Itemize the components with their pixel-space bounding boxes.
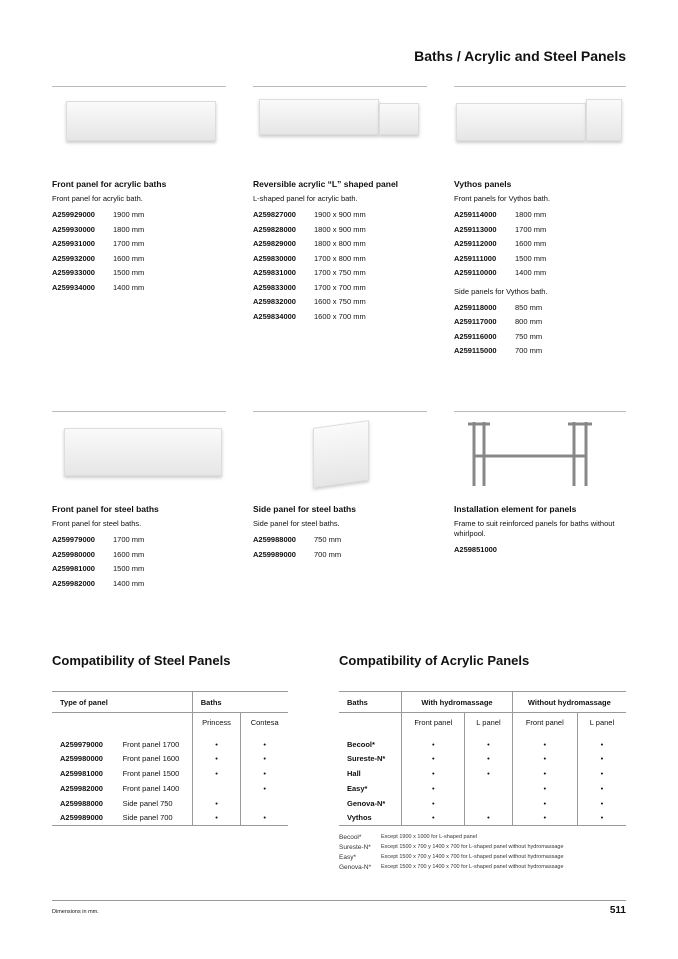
product-size: 1700 mm [113,239,145,248]
product-row [52,268,228,283]
product-size: 1600 mm [515,239,547,248]
product-title: Side panel for steel baths [253,504,356,514]
product-size: 750 mm [314,535,342,544]
panel-name: Side panel 700 [122,813,173,823]
product-title: Installation element for panels [454,504,577,514]
product-title: Front panel for steel baths [52,504,159,514]
product-code: A259988000 [253,535,296,544]
bath-name: Easy* [347,783,368,793]
compat-dot: • [402,766,465,781]
product-code: A259113000 [454,224,497,234]
bath-name: Vythos [347,813,372,823]
product-code: A259982000 [52,578,95,588]
product-code: A259981000 [52,564,95,573]
compat-dot: • [577,811,626,826]
product-size: 750 mm [515,331,543,341]
product-card [52,420,228,593]
product-card [253,95,429,326]
compat-dot: • [512,766,577,781]
compat-dot: • [512,811,577,826]
compat-dot: • [192,796,241,811]
footnotes [339,832,564,872]
product-row [52,239,228,254]
product-code: A259110000 [454,268,497,277]
compat-dot: • [577,751,626,766]
footnote-text: Except 1500 x 700 y 1400 x 700 for L-shaped panel without hydromassage [381,844,564,850]
product-row [253,239,429,254]
footnote-bath: Becool* [339,833,362,841]
table-row [52,732,288,751]
panel-code: A259981000 [60,768,103,778]
col-type: Type of panel [60,697,108,707]
product-description: Front panel for steel baths. [52,519,142,528]
product-row [253,535,429,550]
panel-code: A259982000 [60,783,103,793]
product-image [52,95,228,165]
sub-l-panel: L panel [465,713,512,732]
acrylic-heading: Compatibility of Acrylic Panels [339,653,530,668]
table-row [52,751,288,766]
product-size: 1900 mm [113,210,145,219]
product-code: A259831000 [253,268,296,277]
product-code: A259115000 [454,346,497,355]
product-description: L-shaped panel for acrylic bath. [253,194,358,203]
product-code: A259828000 [253,224,296,234]
divider [454,86,626,87]
product-code: A259117000 [454,317,497,326]
table-row [339,796,626,811]
product-size: 1600 x 700 mm [314,311,366,321]
compat-dot: • [512,781,577,796]
acrylic-compatibility-table [339,691,626,826]
compat-dot: • [465,751,512,766]
product-row [454,332,630,347]
bath-name: Sureste-N* [347,753,386,763]
product-size: 700 mm [515,346,543,355]
table-row [339,811,626,826]
divider [454,411,626,412]
compat-dot: • [465,811,512,826]
footnote-bath: Easy* [339,853,356,861]
compat-dot: • [192,766,241,781]
product-size: 700 mm [314,549,342,559]
product-code: A259829000 [253,239,296,248]
product-size: 1600 mm [113,549,145,559]
compat-dot: • [465,766,512,781]
product-image [253,420,429,490]
product-size: 1700 x 750 mm [314,268,366,277]
product-row [52,225,228,240]
product-code: A259834000 [253,311,296,321]
product-card [454,420,630,560]
product-row [253,210,429,225]
sub-l-panel: L panel [577,713,626,732]
footnote-text: Except 1500 x 700 y 1400 x 700 for L-shaped panel without hydromassage [381,864,564,870]
compat-dot: • [577,781,626,796]
product-code: A259932000 [52,253,95,263]
col-baths: Baths [347,697,368,707]
sub-front-panel: Front panel [512,713,577,732]
divider [253,86,427,87]
panel-name: Side panel 750 [122,798,173,808]
product-code: A259112000 [454,239,497,248]
product-code: A259833000 [253,282,296,292]
product-image [253,95,429,165]
product-row [454,210,630,225]
product-row [454,317,630,332]
product-code: A259934000 [52,282,95,292]
product-card [52,95,228,297]
steel-compatibility-table [52,691,288,826]
compat-dot: • [241,766,288,781]
compat-dot [465,796,512,811]
compat-dot: • [577,732,626,751]
product-image [454,95,630,165]
product-row [454,225,630,240]
product-size: 1900 x 900 mm [314,210,366,219]
page-title: Baths / Acrylic and Steel Panels [414,48,626,64]
compat-dot: • [577,766,626,781]
footnote [339,862,564,872]
product-code: A259116000 [454,331,497,341]
product-row [253,225,429,240]
product-code: A259832000 [253,297,296,306]
footnote [339,842,564,852]
col-princess: Princess [192,713,241,732]
product-size: 1700 mm [113,535,145,544]
table-row [52,781,288,796]
product-code: A259929000 [52,210,95,219]
product-code: A259111000 [454,253,497,263]
compat-dot: • [465,732,512,751]
compat-dot [465,781,512,796]
product-size: 1700 mm [515,224,547,234]
product-row [52,550,228,565]
bath-name: Genova-N* [347,798,386,808]
product-size: 1500 mm [515,253,547,263]
product-size: 1800 mm [113,224,145,234]
product-size: 1800 x 900 mm [314,224,366,234]
sub-front-panel: Front panel [402,713,465,732]
product-image [52,420,228,490]
product-row [52,254,228,269]
table-row [339,751,626,766]
footnote [339,852,564,862]
product-size: 1700 x 700 mm [314,282,366,292]
product-size: 850 mm [515,302,543,312]
compat-dot [192,781,241,796]
table-row [52,811,288,826]
compat-dot: • [192,732,241,751]
compat-dot: • [241,781,288,796]
product-row [253,312,429,327]
product-card [253,420,429,564]
panel-name: Front panel 1600 [122,753,180,763]
product-size: 1500 mm [113,564,145,573]
product-code: A259980000 [52,549,95,559]
compat-dot [241,796,288,811]
product-code: A259114000 [454,210,497,219]
product-row [253,283,429,298]
product-size: 1400 mm [113,578,145,588]
product-row [52,579,228,594]
compat-dot: • [402,796,465,811]
compat-dot: • [192,751,241,766]
product-code: A259118000 [454,302,497,312]
product-size: 1400 mm [113,282,145,292]
footnote-bath: Sureste-N* [339,843,371,851]
product-row [253,254,429,269]
product-size: 1600 mm [113,253,145,263]
bath-name: Hall [347,768,361,778]
product-row [52,283,228,298]
panel-name: Front panel 1500 [122,768,180,778]
product-code: A259989000 [253,549,296,559]
steel-heading: Compatibility of Steel Panels [52,653,231,668]
compat-dot: • [402,811,465,826]
product-size: 1800 mm [515,210,547,219]
product-description: Side panels for Vythos bath. [454,286,548,296]
compat-dot: • [577,796,626,811]
table-row [339,781,626,796]
panel-code: A259979000 [60,739,103,749]
product-code: A259930000 [52,224,95,234]
footnote-text: Except 1900 x 1000 for L-shaped panel [381,834,478,840]
product-description: Front panel for acrylic bath. [52,194,143,203]
product-size: 1700 x 800 mm [314,253,366,263]
product-description: Side panel for steel baths. [253,519,340,528]
product-title: Vythos panels [454,179,512,189]
product-size: 1800 x 800 mm [314,239,366,248]
product-size: 1400 mm [515,268,547,277]
product-row [454,254,630,269]
product-size: 1600 x 750 mm [314,297,366,306]
footnote-bath: Genova-N* [339,863,372,871]
product-size: 1500 mm [113,268,145,277]
product-description: Front panels for Vythos bath. [454,194,551,203]
product-code: A259851000 [454,545,497,554]
product-code: A259827000 [253,210,296,219]
compat-dot: • [241,811,288,826]
product-row [253,297,429,312]
product-code: A259830000 [253,253,296,263]
compat-dot: • [402,781,465,796]
col-baths: Baths [192,692,288,713]
product-row [454,346,630,361]
col-with-hydromassage: With hydromassage [402,692,512,713]
compat-dot: • [512,751,577,766]
product-row [454,268,630,283]
footer-note: Dimensions in mm. [52,909,99,915]
page-number: 511 [609,905,626,916]
compat-dot: • [512,796,577,811]
divider [52,86,226,87]
product-code: A259931000 [52,239,95,248]
product-description: Frame to suit reinforced panels for baths without whirlpool. [454,519,615,538]
footnote [339,832,564,842]
panel-code: A259988000 [60,798,103,808]
compat-dot: • [402,751,465,766]
compat-dot: • [241,732,288,751]
divider [253,411,427,412]
panel-name: Front panel 1400 [122,783,180,793]
product-card [454,95,630,361]
product-row [52,564,228,579]
product-row [253,268,429,283]
product-code: A259933000 [52,268,95,277]
product-row [52,535,228,550]
table-row [52,766,288,781]
footnote-text: Except 1500 x 700 y 1400 x 700 for L-shaped panel without hydromassage [381,854,564,860]
compat-dot: • [512,732,577,751]
table-row [339,766,626,781]
product-row [52,210,228,225]
product-row [253,550,429,565]
product-row [454,303,630,318]
panel-code: A259989000 [60,813,103,823]
product-image [454,420,630,490]
table-row [52,796,288,811]
bath-name: Becool* [347,739,375,749]
product-size: 800 mm [515,317,543,326]
footer-divider [52,900,626,901]
compat-dot: • [241,751,288,766]
product-row [454,239,630,254]
product-code: A259979000 [52,535,95,544]
panel-name: Front panel 1700 [122,739,180,749]
product-title: Front panel for acrylic baths [52,179,167,189]
panel-code: A259980000 [60,753,103,763]
compat-dot: • [402,732,465,751]
product-title: Reversible acrylic “L” shaped panel [253,179,399,189]
product-row [454,545,630,560]
compat-dot: • [192,811,241,826]
divider [52,411,226,412]
table-row [339,732,626,751]
col-without-hydromassage: Without hydromassage [512,692,626,713]
col-contesa: Contesa [241,713,288,732]
